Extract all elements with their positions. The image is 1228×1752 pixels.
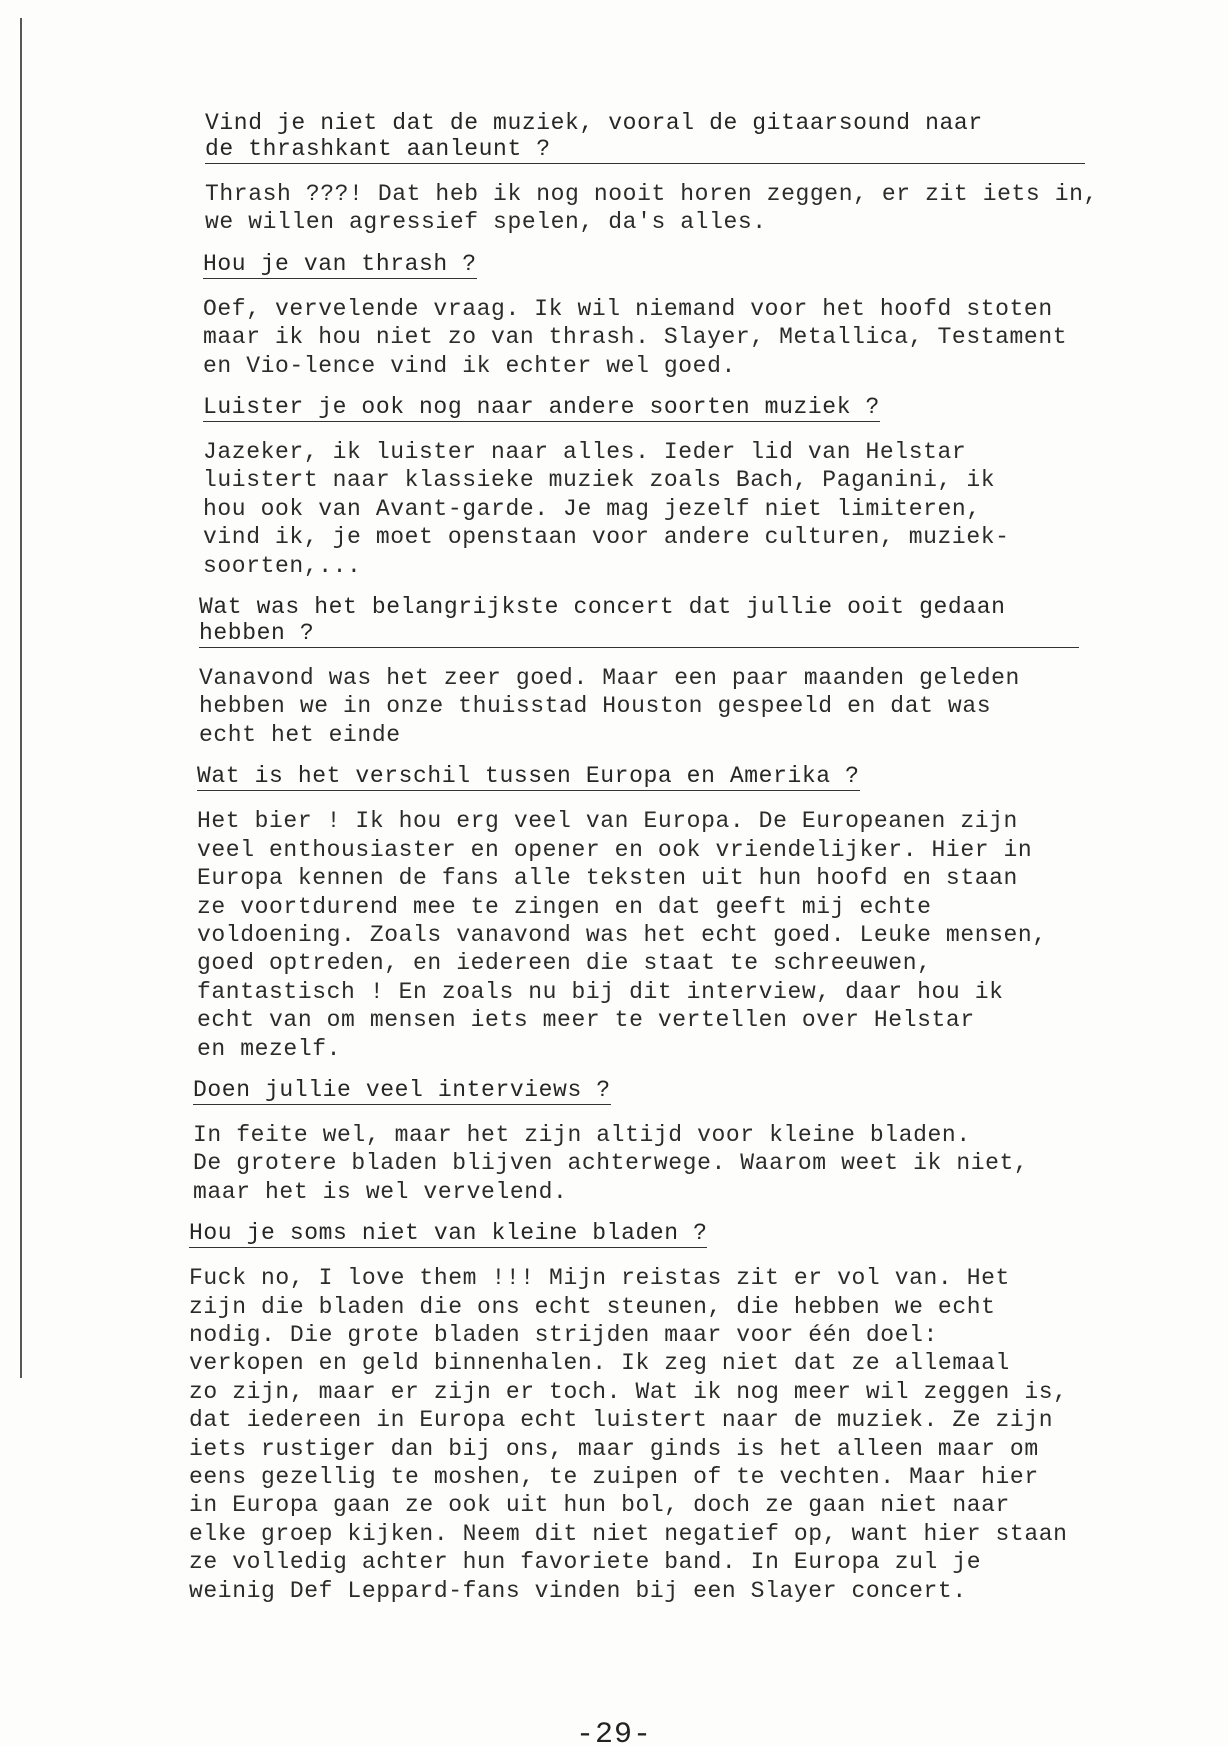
qa-block-3 <box>203 394 1165 580</box>
question: Vind je niet dat de muziek, vooral de gitaarsound naar de thrashkant aanleunt ? <box>205 110 1085 164</box>
qa-block-7 <box>189 1220 1165 1605</box>
answer: Fuck no, I love them !!! Mijn reistas zit er vol van. Het zijn die bladen die ons echt steunen, die hebben we echt nodig. Die grote bladen strijden maar voor één doel: verkopen en geld binnenhalen. Ik zeg niet dat ze allemaal zo zijn, maar er zijn er toch. Wat ik nog meer wil zeggen is, dat iedereen in Europa echt luistert naar de muziek. Ze zijn iets rustiger dan bij ons, maar ginds is het alleen maar om eens gezellig te moshen, te zuipen of te vechten. Maar hier in Europa gaan ze ook uit hun bol, doch ze gaan niet naar elke groep kijken. Neem dit niet negatief op, want hier staan ze volledig achter hun favoriete band. In Europa zul je weinig Def Leppard-fans vinden bij een Slayer concert. <box>189 1265 1068 1604</box>
qa-block-2 <box>203 251 1165 380</box>
qa-block-4 <box>199 594 1165 749</box>
left-margin-line <box>20 18 22 1378</box>
question: Wat is het verschil tussen Europa en Amerika ? <box>197 763 860 790</box>
question: Hou je van thrash ? <box>203 250 477 277</box>
question: Wat was het belangrijkste concert dat jullie ooit gedaan hebben ? <box>199 594 1079 648</box>
qa-block-5 <box>197 763 1165 1063</box>
answer: Het bier ! Ik hou erg veel van Europa. De Europeanen zijn veel enthousiaster en opener en ook vriendelijker. Hier in Europa kennen de fans alle teksten uit hun hoofd en staan ze voortdurend mee te zingen en dat geeft mij echte voldoening. Zoals vanavond was het echt goed. Leuke mensen, goed optreden, en iedereen die staat te schreeuwen, fantastisch ! En zoals nu bij dit interview, daar hou ik echt van om mensen iets meer te vertellen over Helstar en mezelf. <box>197 808 1047 1062</box>
interview-body <box>189 110 1165 1619</box>
answer: Oef, vervelende vraag. Ik wil niemand voor het hoofd stoten maar ik hou niet zo van thrash. Slayer, Metallica, Testament en Vio-lence vind ik echter wel goed. <box>203 295 1068 379</box>
answer: Vanavond was het zeer goed. Maar een paar maanden geleden hebben we in onze thuisstad Houston gespeeld en dat was echt het einde <box>199 665 1020 748</box>
qa-block-6 <box>193 1077 1165 1206</box>
page-number: -29- <box>575 1718 652 1752</box>
answer: Jazeker, ik luister naar alles. Ieder lid van Helstar luistert naar klassieke muziek zoals Bach, Paganini, ik hou ook van Avant-garde. Je mag jezelf niet limiteren, vind ik, je moet openstaan voor andere culturen, muziek- soorten,... <box>203 439 1010 579</box>
question: Luister je ook nog naar andere soorten muziek ? <box>203 394 880 421</box>
answer: Thrash ???! Dat heb ik nog nooit horen zeggen, er zit iets in, we willen agressief spelen, da's alles. <box>205 181 1098 236</box>
qa-block-1 <box>205 110 1165 237</box>
question: Hou je soms niet van kleine bladen ? <box>189 1220 708 1247</box>
answer: In feite wel, maar het zijn altijd voor kleine bladen. De grotere bladen blijven achterwege. Waarom weet ik niet, maar het is wel vervelend. <box>193 1121 1029 1205</box>
question: Doen jullie veel interviews ? <box>193 1076 611 1103</box>
